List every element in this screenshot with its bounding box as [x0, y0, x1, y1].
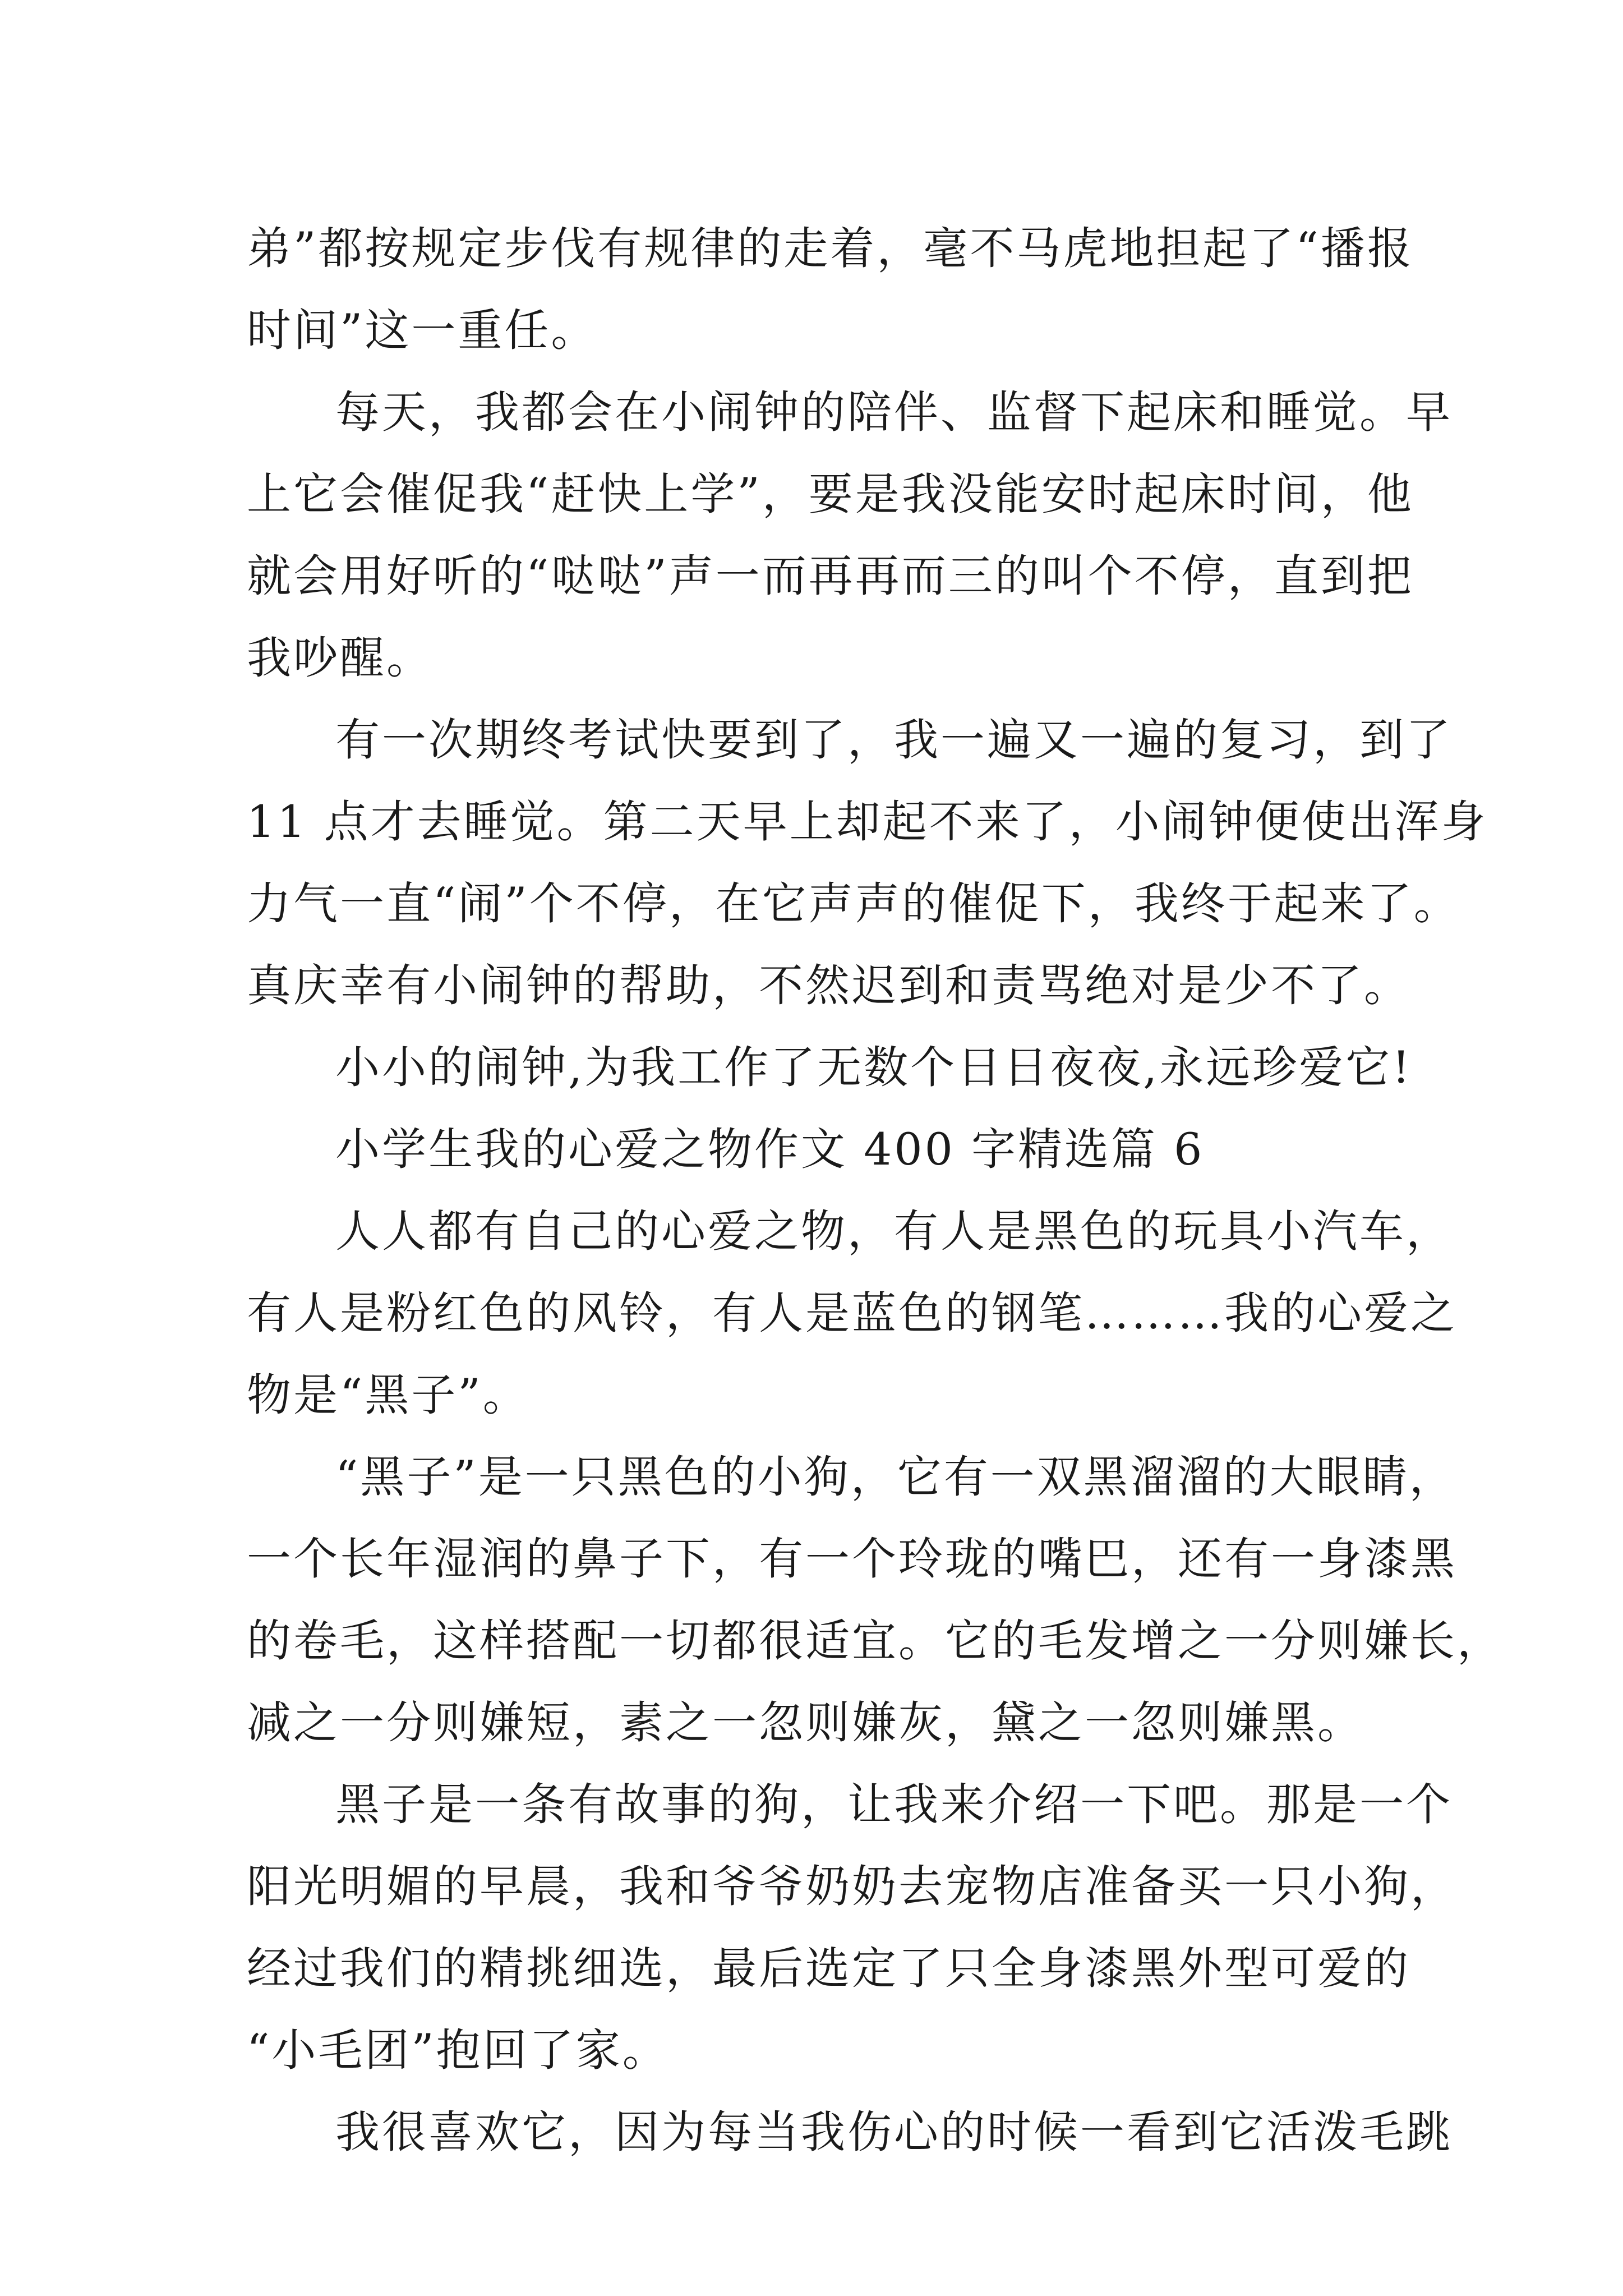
- text-line: 有一次期终考试快要到了，我一遍又一遍的复习，到了: [335, 714, 1453, 766]
- text-line: “黑子”是一只黑色的小狗，它有一双黑溜溜的大眼睛，: [335, 1451, 1456, 1503]
- text-line: 减之一分则嫌短，素之一忽则嫌灰，黛之一忽则嫌黑。: [247, 1697, 1364, 1749]
- text-line: 力气一直“闹”个不停，在它声声的催促下，我终于起来了。: [247, 878, 1460, 930]
- text-line: 弟”都按规定步伐有规律的走着，毫不马虎地担起了“播报: [247, 223, 1414, 274]
- text-line: 经过我们的精挑细选，最后选定了只全身漆黑外型可爱的: [247, 1943, 1410, 1994]
- text-line: 的卷毛，这样搭配一切都很适宜。它的毛发增之一分则嫌长，: [247, 1615, 1504, 1667]
- text-line: 人人都有自己的心爱之物，有人是黑色的玩具小汽车，: [335, 1205, 1453, 1257]
- text-line: 物是“黑子”。: [247, 1369, 529, 1421]
- document-body: [247, 208, 1504, 2173]
- text-line: 真庆幸有小闹钟的帮助，不然迟到和责骂绝对是少不了。: [247, 960, 1410, 1011]
- text-line: 有人是粉红色的风铃，有人是蓝色的钢笔………我的心爱之: [247, 1287, 1457, 1339]
- text-line: 时间”这一重任。: [247, 305, 598, 356]
- text-line: 一个长年湿润的鼻子下，有一个玲珑的嘴巴，还有一身漆黑: [247, 1533, 1457, 1585]
- text-line: 黑子是一条有故事的狗，让我来介绍一下吧。那是一个: [335, 1779, 1453, 1830]
- text-line: “小毛团”抱回了家。: [247, 2024, 669, 2076]
- text-line: 11 点才去睡觉。第二天早上却起不来了，小闹钟便使出浑身: [247, 796, 1488, 848]
- text-line: 上它会催促我“赶快上学”，要是我没能安时起床时间，他: [247, 468, 1414, 520]
- text-line: 我很喜欢它，因为每当我伤心的时候一看到它活泼毛跳: [335, 2106, 1453, 2158]
- text-line: 我吵醒。: [247, 632, 433, 684]
- text-line: 阳光明媚的早晨，我和爷爷奶奶去宠物店准备买一只小狗，: [247, 1861, 1457, 1912]
- text-line: 小小的闹钟,为我工作了无数个日日夜夜,永远珍爱它!: [335, 1042, 1412, 1093]
- text-line: 小学生我的心爱之物作文 400 字精选篇 6: [335, 1124, 1205, 1175]
- text-line: 就会用好听的“哒哒”声一而再再而三的叫个不停，直到把: [247, 550, 1414, 602]
- text-line: 每天，我都会在小闹钟的陪伴、监督下起床和睡觉。早: [335, 386, 1453, 438]
